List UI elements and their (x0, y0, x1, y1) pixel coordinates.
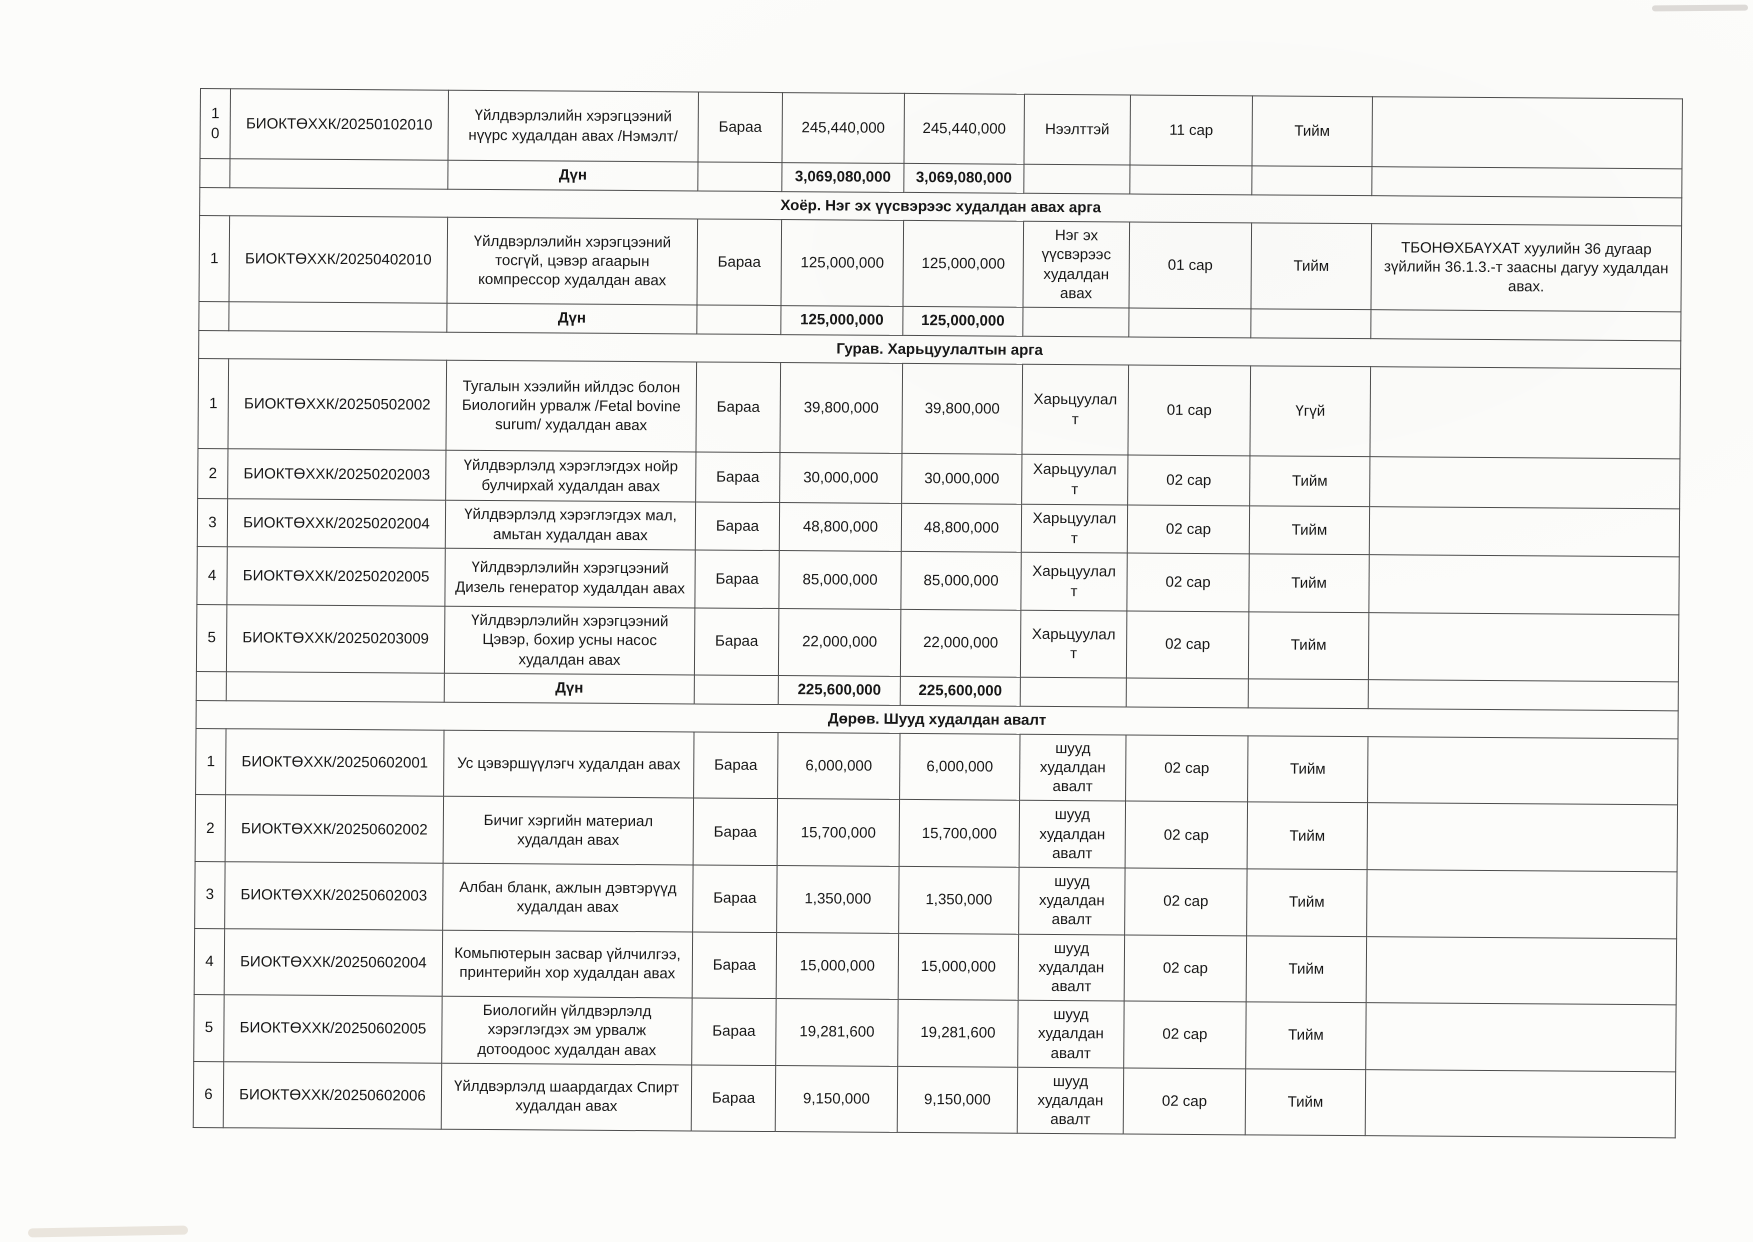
row-code: БИОКТӨХХК/20250602006 (223, 1061, 441, 1129)
row-note (1369, 507, 1679, 557)
row-amount-total: 48,800,000 (779, 503, 901, 552)
row-amount-total: 245,440,000 (782, 93, 904, 164)
row-audit-flag: Тийм (1246, 1002, 1366, 1069)
total-row-method-cell (1024, 164, 1130, 194)
row-number: 3 (197, 499, 227, 547)
row-description: Үйлдвэрлэлийн хэрэгцээний Дизель генератор худалдан авах (445, 548, 695, 608)
row-audit-flag: Тийм (1249, 506, 1369, 555)
row-month: 02 сар (1123, 1068, 1245, 1135)
row-number: 1 (199, 216, 230, 302)
row-description: Ус цэвэршүүлэгч худалдан авах (444, 730, 694, 798)
total-row-code-cell (229, 302, 447, 333)
row-method: шууд худалдан авалт (1020, 734, 1126, 801)
row-amount-year: 1,350,000 (899, 866, 1019, 933)
row-description: Үйлдвэрлэлд хэрэглэгдэх нойр булчирхай худалдан авах (446, 450, 696, 502)
row-note (1367, 803, 1677, 872)
row-audit-flag: Тийм (1246, 935, 1366, 1002)
total-amount-total: 125,000,000 (781, 305, 903, 335)
row-type: Бараа (694, 732, 778, 799)
row-amount-total: 125,000,000 (781, 220, 904, 307)
total-row-audit-cell (1252, 166, 1372, 196)
row-description: Үйлдвэрлэлийн хэрэгцээний нүүрс худалдан авах /Нэмэлт/ (448, 90, 698, 162)
row-note: ТБОНӨХБАҮХАТ хуулийн 36 дугаар зүйлийн 36.1.3.-т заасны дагуу худалдан авах. (1371, 224, 1682, 312)
row-note (1370, 457, 1680, 509)
row-description: Үйлдвэрлэлийн хэрэгцээний Цэвэр, бохир усны насос худалдан авах (444, 606, 694, 674)
total-label: Дүн (444, 673, 694, 704)
row-amount-year: 15,700,000 (899, 800, 1019, 867)
total-row-number-cell (196, 671, 226, 700)
total-row-note-cell (1371, 310, 1681, 341)
row-code: БИОКТӨХХК/20250202003 (228, 449, 446, 501)
row-audit-flag: Тийм (1247, 802, 1367, 869)
row-method: Нээлттэй (1024, 94, 1130, 165)
row-method: шууд худалдан авалт (1018, 1000, 1124, 1067)
row-audit-flag: Тийм (1247, 869, 1367, 936)
row-description: Тугалын хээлийн ийлдэс болон Биологийн урвалж /Fetal bovine surum/ худалдан авах (446, 360, 697, 452)
row-number: 5 (194, 995, 224, 1062)
row-month: 02 сар (1124, 935, 1246, 1002)
row-type: Бараа (695, 550, 779, 609)
row-month: 11 сар (1130, 95, 1252, 166)
row-note (1366, 1003, 1676, 1072)
row-type: Бараа (695, 502, 779, 551)
total-amount-year: 225,600,000 (900, 676, 1020, 706)
row-number: 1 (198, 359, 229, 449)
row-code: БИОКТӨХХК/20250202004 (227, 499, 445, 549)
row-month: 02 сар (1125, 801, 1247, 868)
row-audit-flag: Тийм (1248, 736, 1368, 803)
table-row (199, 216, 1682, 312)
row-month: 01 сар (1129, 222, 1252, 309)
total-row-type-cell (694, 675, 778, 705)
row-description: Үйлдвэрлэлд хэрэглэгдэх мал, амьтан худалдан авах (445, 500, 695, 550)
row-method: шууд худалдан авалт (1019, 801, 1125, 868)
section-title: Дөрөв. Шууд худалдан авалт (196, 700, 1678, 739)
row-type: Бараа (694, 608, 778, 675)
total-row-number-cell (200, 159, 230, 188)
row-amount-year: 39,800,000 (902, 364, 1023, 455)
row-amount-total: 9,150,000 (775, 1065, 897, 1132)
row-amount-year: 125,000,000 (903, 221, 1024, 308)
row-note (1367, 870, 1677, 939)
row-description: Албан бланк, ажлын дэвтэрүүд худалдан авах (443, 863, 693, 931)
row-audit-flag: Тийм (1248, 612, 1368, 679)
row-amount-year: 245,440,000 (904, 93, 1024, 164)
row-amount-year: 48,800,000 (901, 504, 1021, 553)
total-row-method-cell (1020, 677, 1126, 707)
row-description: Комьпютерын засвар үйлчилгээ, принтерийн хор худалдан авах (442, 930, 692, 998)
row-type: Бараа (693, 865, 777, 932)
total-row-note-cell (1368, 679, 1678, 710)
row-note (1368, 737, 1678, 806)
procurement-plan-table (193, 88, 1683, 1139)
row-amount-year: 19,281,600 (898, 1000, 1018, 1067)
row-audit-flag: Тийм (1245, 1069, 1365, 1136)
total-row-audit-cell (1248, 679, 1368, 709)
row-method: Харьцуулалт (1020, 610, 1126, 677)
scan-artifact (28, 1226, 188, 1238)
row-amount-total: 85,000,000 (779, 551, 901, 610)
row-amount-total: 1,350,000 (777, 866, 899, 933)
row-code: БИОКТӨХХК/20250602003 (225, 862, 443, 930)
row-description: Биологийн үйлдвэрлэлд хэрэглэгдэх эм урвалж дотоодоос худалдан авах (442, 996, 692, 1064)
total-row-number-cell (199, 301, 229, 330)
row-amount-year: 9,150,000 (897, 1066, 1017, 1133)
row-method: шууд худалдан авалт (1017, 1067, 1123, 1134)
total-amount-year: 125,000,000 (903, 306, 1023, 336)
row-number: 2 (198, 449, 228, 499)
row-month: 02 сар (1128, 455, 1250, 506)
row-description: Үйлдвэрлэлд шаардагдах Спирт худалдан авах (441, 1063, 691, 1131)
row-amount-year: 30,000,000 (902, 454, 1022, 505)
row-note (1372, 97, 1682, 169)
row-method: Харьцуулалт (1021, 552, 1127, 611)
row-amount-total: 15,000,000 (776, 932, 898, 999)
row-amount-year: 6,000,000 (900, 733, 1020, 800)
row-month: 02 сар (1126, 611, 1248, 678)
row-method: шууд худалдан авалт (1018, 934, 1124, 1001)
table-row (198, 359, 1681, 459)
row-audit-flag: Үгүй (1250, 366, 1371, 457)
table-row (196, 728, 1678, 805)
row-amount-total: 39,800,000 (780, 363, 903, 454)
total-row-type-cell (697, 305, 781, 335)
table-row (193, 1061, 1675, 1138)
row-month: 02 сар (1126, 735, 1248, 802)
row-type: Бараа (691, 1065, 775, 1132)
table-row (194, 995, 1676, 1072)
total-amount-total: 225,600,000 (778, 675, 900, 705)
row-type: Бараа (696, 452, 780, 503)
row-amount-year: 22,000,000 (900, 610, 1020, 677)
row-audit-flag: Тийм (1250, 456, 1370, 507)
row-amount-total: 19,281,600 (776, 999, 898, 1066)
row-amount-total: 6,000,000 (778, 732, 900, 799)
table-row (200, 89, 1682, 169)
row-code: БИОКТӨХХК/20250602004 (224, 928, 442, 996)
row-number: 4 (197, 547, 227, 605)
scan-artifact (1652, 5, 1748, 12)
total-row-month-cell (1126, 678, 1248, 708)
row-note (1365, 1069, 1675, 1138)
row-code: БИОКТӨХХК/20250202005 (227, 547, 445, 607)
total-row-type-cell (698, 162, 782, 192)
total-row-method-cell (1023, 307, 1129, 337)
row-method: Нэг эх үүсвэрээс худалдан авах (1023, 221, 1130, 307)
table-row (195, 795, 1677, 872)
table-row (194, 928, 1676, 1005)
row-code: БИОКТӨХХК/20250502002 (228, 359, 447, 451)
row-note (1368, 613, 1678, 682)
row-month: 02 сар (1125, 868, 1247, 935)
row-note (1369, 555, 1679, 615)
row-description: Үйлдвэрлэлийн хэрэгцээний тосгүй, цэвэр агаарын компрессор худалдан авах (447, 217, 698, 304)
table-row (195, 861, 1677, 938)
row-code: БИОКТӨХХК/20250602001 (226, 729, 444, 797)
row-code: БИОКТӨХХК/20250203009 (226, 605, 444, 673)
row-number: 4 (194, 928, 224, 995)
row-type: Бараа (696, 362, 781, 453)
row-audit-flag: Тийм (1252, 96, 1372, 167)
row-audit-flag: Тийм (1249, 554, 1369, 613)
row-note (1370, 367, 1681, 459)
row-method: шууд худалдан авалт (1019, 867, 1125, 934)
row-number: 1 (196, 728, 226, 795)
row-month: 02 сар (1127, 553, 1249, 612)
total-label: Дүн (447, 303, 697, 334)
row-type: Бараа (697, 219, 782, 305)
row-number: 10 (200, 89, 230, 159)
total-row-code-cell (230, 159, 448, 190)
row-type: Бараа (698, 92, 782, 163)
table-row (197, 547, 1679, 615)
row-audit-flag: Тийм (1251, 223, 1372, 310)
row-number: 5 (196, 605, 226, 672)
row-type: Бараа (693, 798, 777, 865)
row-month: 02 сар (1124, 1001, 1246, 1068)
row-month: 01 сар (1128, 365, 1251, 456)
row-type: Бараа (692, 932, 776, 999)
row-amount-total: 22,000,000 (778, 609, 900, 676)
row-number: 2 (195, 795, 225, 862)
row-amount-total: 30,000,000 (780, 453, 902, 504)
total-label: Дүн (448, 160, 698, 191)
row-type: Бараа (692, 998, 776, 1065)
row-code: БИОКТӨХХК/20250602002 (225, 795, 443, 863)
section-title: Гурав. Харьцуулалтын арга (199, 330, 1681, 369)
row-amount-year: 85,000,000 (901, 552, 1021, 611)
row-method: Харьцуулалт (1021, 504, 1127, 553)
total-row-month-cell (1129, 308, 1251, 338)
row-note (1366, 936, 1676, 1005)
row-description: Бичиг хэргийн материал худалдан авах (443, 797, 693, 865)
row-month: 02 сар (1127, 505, 1249, 554)
row-amount-year: 15,000,000 (898, 933, 1018, 1000)
section-title: Хоёр. Нэг эх үүсвэрээс худалдан авах арга (200, 188, 1682, 227)
row-amount-total: 15,700,000 (777, 799, 899, 866)
row-code: БИОКТӨХХК/20250402010 (229, 216, 448, 303)
total-amount-total: 3,069,080,000 (782, 163, 904, 193)
total-row-code-cell (226, 671, 444, 702)
row-number: 3 (195, 861, 225, 928)
row-code: БИОКТӨХХК/20250102010 (230, 89, 448, 161)
row-method: Харьцуулалт (1022, 364, 1129, 455)
row-number: 6 (193, 1061, 223, 1128)
row-code: БИОКТӨХХК/20250602005 (224, 995, 442, 1063)
total-row-note-cell (1372, 167, 1682, 198)
total-amount-year: 3,069,080,000 (904, 163, 1024, 193)
total-row-month-cell (1130, 165, 1252, 195)
row-method: Харьцуулалт (1022, 454, 1128, 505)
table-row (196, 605, 1678, 682)
total-row-audit-cell (1251, 309, 1371, 339)
